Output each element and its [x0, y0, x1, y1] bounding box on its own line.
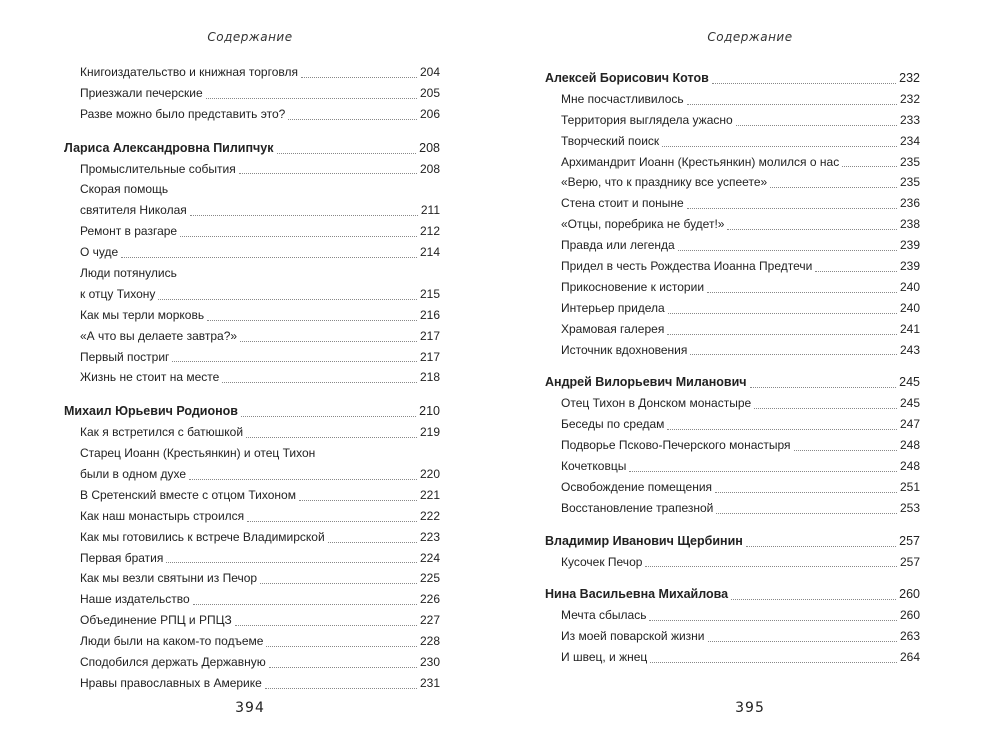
chapter-title: Храмовая галерея	[561, 321, 665, 336]
chapter-title: Первый постриг	[80, 349, 170, 364]
dot-leader	[731, 599, 896, 600]
chapter-title: Мне посчастливилось	[561, 91, 684, 106]
dot-leader	[277, 153, 417, 154]
toc-entry	[64, 179, 440, 221]
dot-leader	[328, 542, 417, 543]
toc-entry-row[interactable]	[64, 62, 440, 83]
dot-leader	[770, 187, 897, 188]
page-ref: 238	[899, 217, 920, 232]
toc-entry-row[interactable]	[64, 631, 440, 652]
dot-leader	[222, 382, 417, 383]
page-ref: 230	[419, 655, 440, 670]
page-ref: 234	[899, 133, 920, 148]
author-name: Михаил Юрьевич Родионов	[64, 404, 238, 419]
dot-leader	[716, 513, 897, 514]
toc-entry-row[interactable]	[545, 393, 920, 414]
page-ref: 233	[899, 112, 920, 127]
toc-author-entry[interactable]	[545, 68, 920, 89]
toc-entry-row[interactable]	[545, 193, 920, 214]
dot-leader	[269, 667, 417, 668]
dot-leader	[687, 208, 897, 209]
table-of-contents	[545, 68, 920, 668]
toc-entry-row[interactable]	[545, 456, 920, 477]
page-ref: 232	[899, 91, 920, 106]
chapter-title: Придел в честь Рождества Иоанна Предтечи	[561, 259, 813, 273]
page-ref: 257	[899, 533, 920, 548]
chapter-title: Первая братия	[80, 550, 164, 565]
toc-entry-row[interactable]	[64, 652, 440, 673]
section-gap	[545, 519, 920, 531]
chapter-title: Подворье Псково-Печерского монастыря	[561, 438, 791, 453]
dot-leader	[180, 236, 417, 237]
toc-entry-row[interactable]	[64, 568, 440, 589]
chapter-title: были в одном духе	[80, 467, 187, 482]
page-ref: 216	[419, 307, 440, 322]
page-ref: 225	[419, 571, 440, 586]
page-ref: 214	[419, 245, 440, 260]
chapter-title: Кусочек Печор	[561, 554, 643, 569]
chapter-title: Прикосновение к истории	[561, 279, 705, 294]
page-ref: 218	[419, 370, 440, 385]
page-ref: 235	[899, 175, 920, 190]
dot-leader	[172, 361, 417, 362]
chapter-title: Мечта сбылась	[561, 608, 647, 623]
page-ref: 231	[419, 675, 440, 690]
page-ref: 224	[419, 550, 440, 565]
toc-entry-row[interactable]	[64, 485, 440, 506]
chapter-title: Как наш монастырь строился	[80, 508, 245, 523]
dot-leader	[645, 566, 897, 567]
section-gap	[545, 360, 920, 372]
page-ref: 219	[419, 425, 440, 440]
chapter-title: Как я встретился с батюшкой	[80, 425, 244, 440]
dot-leader	[715, 492, 897, 493]
author-name: Нина Васильевна Михайлова	[545, 587, 729, 602]
toc-entry-row[interactable]	[64, 367, 440, 388]
chapter-title: Нравы православных в Америке	[80, 675, 262, 690]
dot-leader	[301, 77, 417, 78]
page-number: 394	[235, 700, 265, 716]
dot-leader	[266, 646, 417, 647]
chapter-title: Восстановление трапезной	[561, 500, 714, 515]
toc-entry-row[interactable]	[545, 131, 920, 152]
running-header: Содержание	[207, 30, 293, 44]
dot-leader	[299, 500, 417, 501]
page-ref: 228	[419, 634, 440, 649]
page-ref: 260	[899, 587, 920, 602]
dot-leader	[265, 688, 417, 689]
page-ref: 223	[419, 529, 440, 544]
dot-leader	[678, 250, 897, 251]
dot-leader	[239, 173, 417, 174]
dot-leader	[189, 479, 417, 480]
dot-leader	[241, 416, 416, 417]
chapter-title: Интерьер придела	[561, 300, 665, 315]
chapter-title: Разве можно было представить это?	[80, 106, 286, 121]
page-ref: 257	[899, 554, 920, 569]
dot-leader	[206, 98, 417, 99]
chapter-title: Люди были на каком-то подъеме	[80, 634, 264, 649]
chapter-title: Территория выглядела ужасно	[561, 112, 733, 127]
toc-entry-row[interactable]	[545, 152, 920, 173]
chapter-title: Как мы терли морковь	[80, 307, 205, 322]
dot-leader	[662, 146, 897, 147]
chapter-title: Источник вдохновения	[561, 342, 688, 357]
author-name: Владимир Иванович Щербинин	[545, 533, 743, 548]
toc-entry-row[interactable]	[545, 298, 920, 319]
toc-author-entry[interactable]	[545, 372, 920, 393]
toc-entry-row[interactable]	[64, 527, 440, 548]
chapter-title: Приезжали печерские	[80, 85, 203, 100]
dot-leader	[288, 119, 417, 120]
page-number: 395	[735, 700, 765, 716]
page-ref: 245	[899, 375, 920, 390]
page-ref: 204	[419, 64, 440, 79]
chapter-title: «Отцы, поребрика не будет!»	[561, 217, 725, 232]
dot-leader	[727, 229, 897, 230]
toc-entry-row[interactable]	[545, 498, 920, 519]
toc-entry-row[interactable]	[64, 104, 440, 125]
page-ref: 206	[419, 106, 440, 121]
running-header: Содержание	[707, 30, 793, 44]
page-ref: 210	[419, 404, 440, 419]
toc-entry-row[interactable]	[64, 589, 440, 610]
chapter-title: Книгоиздательство и книжная торговля	[80, 64, 298, 79]
chapter-title: Наше издательство	[80, 592, 190, 607]
toc-author-entry[interactable]	[64, 138, 440, 159]
dot-leader	[746, 546, 896, 547]
toc-entry-row[interactable]	[545, 235, 920, 256]
toc-entry-row[interactable]	[545, 552, 920, 573]
chapter-title: В Сретенский вместе с отцом Тихоном	[80, 487, 296, 502]
dot-leader	[667, 429, 897, 430]
page-ref: 222	[419, 508, 440, 523]
page-ref: 239	[899, 238, 920, 253]
dot-leader	[649, 620, 897, 621]
toc-author-entry[interactable]	[545, 531, 920, 552]
page-ref: 253	[899, 500, 920, 515]
page-ref: 236	[899, 196, 920, 211]
page-ref: 264	[899, 650, 920, 665]
toc-entry-row[interactable]	[64, 347, 440, 368]
page-ref: 220	[419, 467, 440, 482]
dot-leader	[815, 271, 897, 272]
dot-leader	[712, 83, 896, 84]
toc-entry	[64, 263, 440, 305]
dot-leader	[246, 437, 417, 438]
toc-entry-row[interactable]	[64, 305, 440, 326]
toc-entry-row[interactable]	[545, 340, 920, 361]
author-name: Алексей Борисович Котов	[545, 70, 709, 85]
page-ref: 208	[419, 140, 440, 155]
chapter-title: О чуде	[80, 245, 119, 260]
toc-entry-row[interactable]	[64, 221, 440, 242]
page-ref: 239	[899, 259, 920, 273]
page-ref: 205	[419, 85, 440, 100]
dot-leader	[667, 334, 897, 335]
toc-entry-row[interactable]	[545, 172, 920, 193]
chapter-title: Промыслительные события	[80, 161, 236, 176]
chapter-title: Архимандрит Иоанн (Крестьянкин) молился о нас	[561, 154, 840, 169]
dot-leader	[754, 408, 897, 409]
dot-leader	[260, 583, 417, 584]
page-ref: 240	[899, 300, 920, 315]
dot-leader	[736, 125, 897, 126]
dot-leader	[235, 625, 417, 626]
chapter-title: Как мы везли святыни из Печор	[80, 571, 258, 586]
page-ref: 217	[419, 349, 440, 364]
toc-entry-title-line: Старец Иоанн (Крестьянкин) и отец Тихон	[80, 446, 316, 461]
page-ref: 217	[419, 328, 440, 343]
chapter-title: святителя Николая	[80, 203, 187, 218]
toc-entry-row[interactable]	[64, 326, 440, 347]
chapter-title: Отец Тихон в Донском монастыре	[561, 396, 752, 411]
toc-entry-row[interactable]	[64, 284, 440, 305]
dot-leader	[750, 387, 897, 388]
toc-entry-row[interactable]	[545, 626, 920, 647]
dot-leader	[247, 521, 417, 522]
toc-entry-row[interactable]	[64, 610, 440, 631]
chapter-title: Как мы готовились к встрече Владимирской	[80, 529, 325, 544]
toc-entry-row[interactable]	[545, 319, 920, 340]
dot-leader	[193, 604, 417, 605]
page-ref: 232	[899, 70, 920, 85]
chapter-title: Правда или легенда	[561, 238, 675, 253]
chapter-title: Беседы по средам	[561, 417, 665, 432]
chapter-title: «Верю, что к празднику все успеете»	[561, 175, 768, 190]
author-name: Лариса Александровна Пилипчук	[64, 140, 274, 155]
page-ref: 247	[899, 417, 920, 432]
chapter-title: Сподобился держать Державную	[80, 655, 266, 670]
dot-leader	[708, 641, 897, 642]
chapter-title: Творческий поиск	[561, 133, 660, 148]
toc-entry-row[interactable]	[545, 647, 920, 668]
toc-entry-row[interactable]	[545, 89, 920, 110]
chapter-title: Из моей поварской жизни	[561, 629, 705, 644]
right-page	[500, 0, 1000, 746]
dot-leader	[158, 299, 417, 300]
toc-entry-row[interactable]	[545, 414, 920, 435]
toc-entry-row[interactable]	[545, 256, 920, 277]
chapter-title: Жизнь не стоит на месте	[80, 370, 220, 385]
page-ref: 235	[899, 154, 920, 169]
toc-entry-row[interactable]	[545, 110, 920, 131]
toc-author-entry[interactable]	[545, 584, 920, 605]
dot-leader	[166, 562, 417, 563]
page-ref: 248	[899, 459, 920, 474]
page-ref: 240	[899, 279, 920, 294]
dot-leader	[240, 341, 417, 342]
page-ref: 211	[420, 203, 440, 218]
dot-leader	[842, 166, 897, 167]
dot-leader	[650, 662, 897, 663]
toc-entry-title-line: Скорая помощь	[80, 182, 169, 197]
chapter-title: «А что вы делаете завтра?»	[80, 328, 238, 343]
chapter-title: Кочетковцы	[561, 459, 627, 474]
page-ref: 245	[899, 396, 920, 411]
toc-entry-row[interactable]	[545, 277, 920, 298]
dot-leader	[794, 450, 897, 451]
toc-entry-row[interactable]	[545, 477, 920, 498]
page-ref: 226	[419, 592, 440, 607]
author-name: Андрей Вилорьевич Миланович	[545, 375, 747, 390]
toc-entry-row[interactable]	[64, 422, 440, 443]
table-of-contents	[64, 62, 440, 694]
toc-entry-row[interactable]	[64, 673, 440, 694]
toc-entry-title-line: Люди потянулись	[80, 266, 177, 281]
toc-entry-row[interactable]	[64, 200, 440, 221]
dot-leader	[121, 257, 417, 258]
dot-leader	[707, 292, 897, 293]
page-ref: 251	[899, 479, 920, 494]
dot-leader	[687, 104, 897, 105]
dot-leader	[629, 471, 897, 472]
chapter-title: Ремонт в разгаре	[80, 224, 178, 239]
dot-leader	[690, 354, 897, 355]
dot-leader	[190, 215, 418, 216]
toc-entry-row[interactable]	[545, 214, 920, 235]
page-ref: 248	[899, 438, 920, 453]
toc-entry-row[interactable]	[64, 464, 440, 485]
toc-entry-row[interactable]	[64, 548, 440, 569]
section-gap	[64, 388, 440, 401]
toc-entry-row[interactable]	[64, 242, 440, 263]
section-gap	[545, 572, 920, 584]
toc-entry	[64, 443, 440, 485]
toc-entry-row[interactable]	[545, 435, 920, 456]
toc-entry-row[interactable]	[64, 506, 440, 527]
page-ref: 212	[419, 224, 440, 239]
page-ref: 215	[419, 286, 440, 301]
dot-leader	[668, 313, 897, 314]
dot-leader	[207, 320, 417, 321]
chapter-title: Стена стоит и поныне	[561, 196, 684, 211]
chapter-title: Объединение РПЦ и РПЦЗ	[80, 613, 232, 628]
section-gap	[64, 125, 440, 138]
chapter-title: к отцу Тихону	[80, 286, 156, 301]
toc-entry-row[interactable]	[64, 83, 440, 104]
page-ref: 241	[899, 321, 920, 336]
chapter-title: И швец, и жнец	[561, 650, 648, 665]
toc-entry-row[interactable]	[545, 605, 920, 626]
toc-author-entry[interactable]	[64, 401, 440, 422]
page-ref: 227	[419, 613, 440, 628]
page-ref: 208	[419, 161, 440, 176]
toc-entry-row[interactable]	[64, 159, 440, 180]
page-ref: 221	[419, 487, 440, 502]
page-ref: 263	[899, 629, 920, 644]
page-ref: 243	[899, 342, 920, 357]
chapter-title: Освобождение помещения	[561, 479, 713, 494]
page-ref: 260	[899, 608, 920, 623]
